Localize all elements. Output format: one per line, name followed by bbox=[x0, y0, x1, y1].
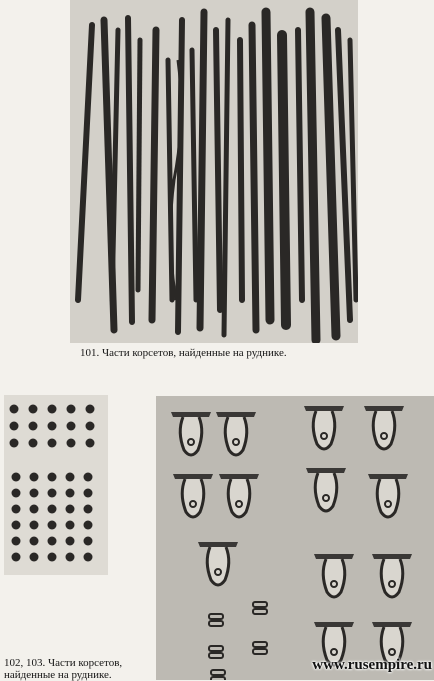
hook-bar bbox=[173, 474, 213, 479]
rivet bbox=[12, 521, 21, 530]
corset-stay bbox=[282, 35, 286, 325]
site-watermark: www.rusempire.ru bbox=[312, 657, 432, 673]
hook-bar bbox=[171, 412, 211, 417]
corset-stay bbox=[200, 12, 204, 328]
hook-loop bbox=[313, 411, 335, 449]
corset-stay bbox=[310, 12, 316, 340]
hook-loop bbox=[377, 479, 399, 517]
rivet bbox=[67, 422, 76, 431]
hook-loop bbox=[323, 559, 345, 597]
rivet bbox=[84, 521, 93, 530]
rivet bbox=[12, 505, 21, 514]
rivet bbox=[30, 473, 39, 482]
rivet bbox=[48, 537, 57, 546]
figure-102-103-caption-line2: найденные на руднике. bbox=[4, 669, 112, 681]
rivet bbox=[12, 537, 21, 546]
rivet bbox=[48, 439, 57, 448]
hook-loop bbox=[207, 547, 229, 585]
hook-loop bbox=[182, 479, 204, 517]
rivet bbox=[10, 439, 19, 448]
rivet bbox=[10, 422, 19, 431]
rivet bbox=[84, 505, 93, 514]
hook-loop bbox=[315, 473, 337, 511]
figure-102-103-caption-line1: 102, 103. Части корсетов, bbox=[4, 657, 123, 669]
corset-stay bbox=[128, 18, 132, 322]
rivet bbox=[48, 489, 57, 498]
rivet bbox=[84, 537, 93, 546]
rivet bbox=[66, 473, 75, 482]
hook-loop bbox=[228, 479, 250, 517]
rivet bbox=[10, 405, 19, 414]
rivet bbox=[12, 473, 21, 482]
rivet bbox=[29, 422, 38, 431]
hook-bar bbox=[314, 622, 354, 627]
rivet bbox=[48, 405, 57, 414]
rivet bbox=[30, 553, 39, 562]
rivet bbox=[84, 553, 93, 562]
hook-bar bbox=[372, 554, 412, 559]
hook-loop bbox=[225, 417, 247, 455]
rivet bbox=[67, 405, 76, 414]
corset-stay bbox=[138, 40, 140, 290]
rivet bbox=[48, 553, 57, 562]
hook-loop bbox=[180, 417, 202, 455]
rivet bbox=[48, 521, 57, 530]
corset-stay bbox=[240, 40, 242, 300]
corset-stay bbox=[216, 30, 220, 310]
rivet bbox=[12, 489, 21, 498]
rivet bbox=[66, 489, 75, 498]
hook-bar bbox=[372, 622, 412, 627]
hook-bar bbox=[219, 474, 259, 479]
hook-bar bbox=[368, 474, 408, 479]
rivet bbox=[29, 439, 38, 448]
rivet bbox=[86, 405, 95, 414]
hook-bar bbox=[216, 412, 256, 417]
rivet bbox=[66, 537, 75, 546]
corset-stay bbox=[298, 30, 302, 300]
photo-background bbox=[4, 395, 108, 575]
photo-corset-hooks bbox=[156, 396, 434, 680]
photo-corset-stays bbox=[70, 0, 358, 343]
photo-corset-rivets bbox=[4, 395, 108, 575]
hook-bar bbox=[306, 468, 346, 473]
rivet bbox=[12, 553, 21, 562]
corset-stay bbox=[252, 25, 256, 330]
corset-stay bbox=[266, 12, 270, 320]
figure-102-103-caption bbox=[4, 657, 154, 681]
hook-bar bbox=[304, 406, 344, 411]
hook-loop bbox=[381, 559, 403, 597]
rivet bbox=[30, 521, 39, 530]
rivet bbox=[84, 489, 93, 498]
rivet bbox=[86, 439, 95, 448]
rivet bbox=[48, 505, 57, 514]
rivet bbox=[66, 553, 75, 562]
rivet bbox=[86, 422, 95, 431]
rivet bbox=[67, 439, 76, 448]
hook-bar bbox=[314, 554, 354, 559]
rivet bbox=[48, 473, 57, 482]
rivet bbox=[29, 405, 38, 414]
corset-stay bbox=[152, 30, 156, 320]
rivet bbox=[30, 537, 39, 546]
corset-rivets-image bbox=[4, 395, 108, 575]
rivet bbox=[30, 489, 39, 498]
rivet bbox=[48, 422, 57, 431]
corset-hooks-image bbox=[156, 396, 434, 680]
rivet bbox=[66, 505, 75, 514]
rivet bbox=[66, 521, 75, 530]
hook-loop bbox=[373, 411, 395, 449]
rivet bbox=[30, 505, 39, 514]
figure-101-caption: 101. Части корсетов, найденные на руднике. bbox=[80, 347, 287, 359]
corset-stays-image bbox=[70, 0, 358, 343]
hook-bar bbox=[364, 406, 404, 411]
rivet bbox=[84, 473, 93, 482]
hook-bar bbox=[198, 542, 238, 547]
